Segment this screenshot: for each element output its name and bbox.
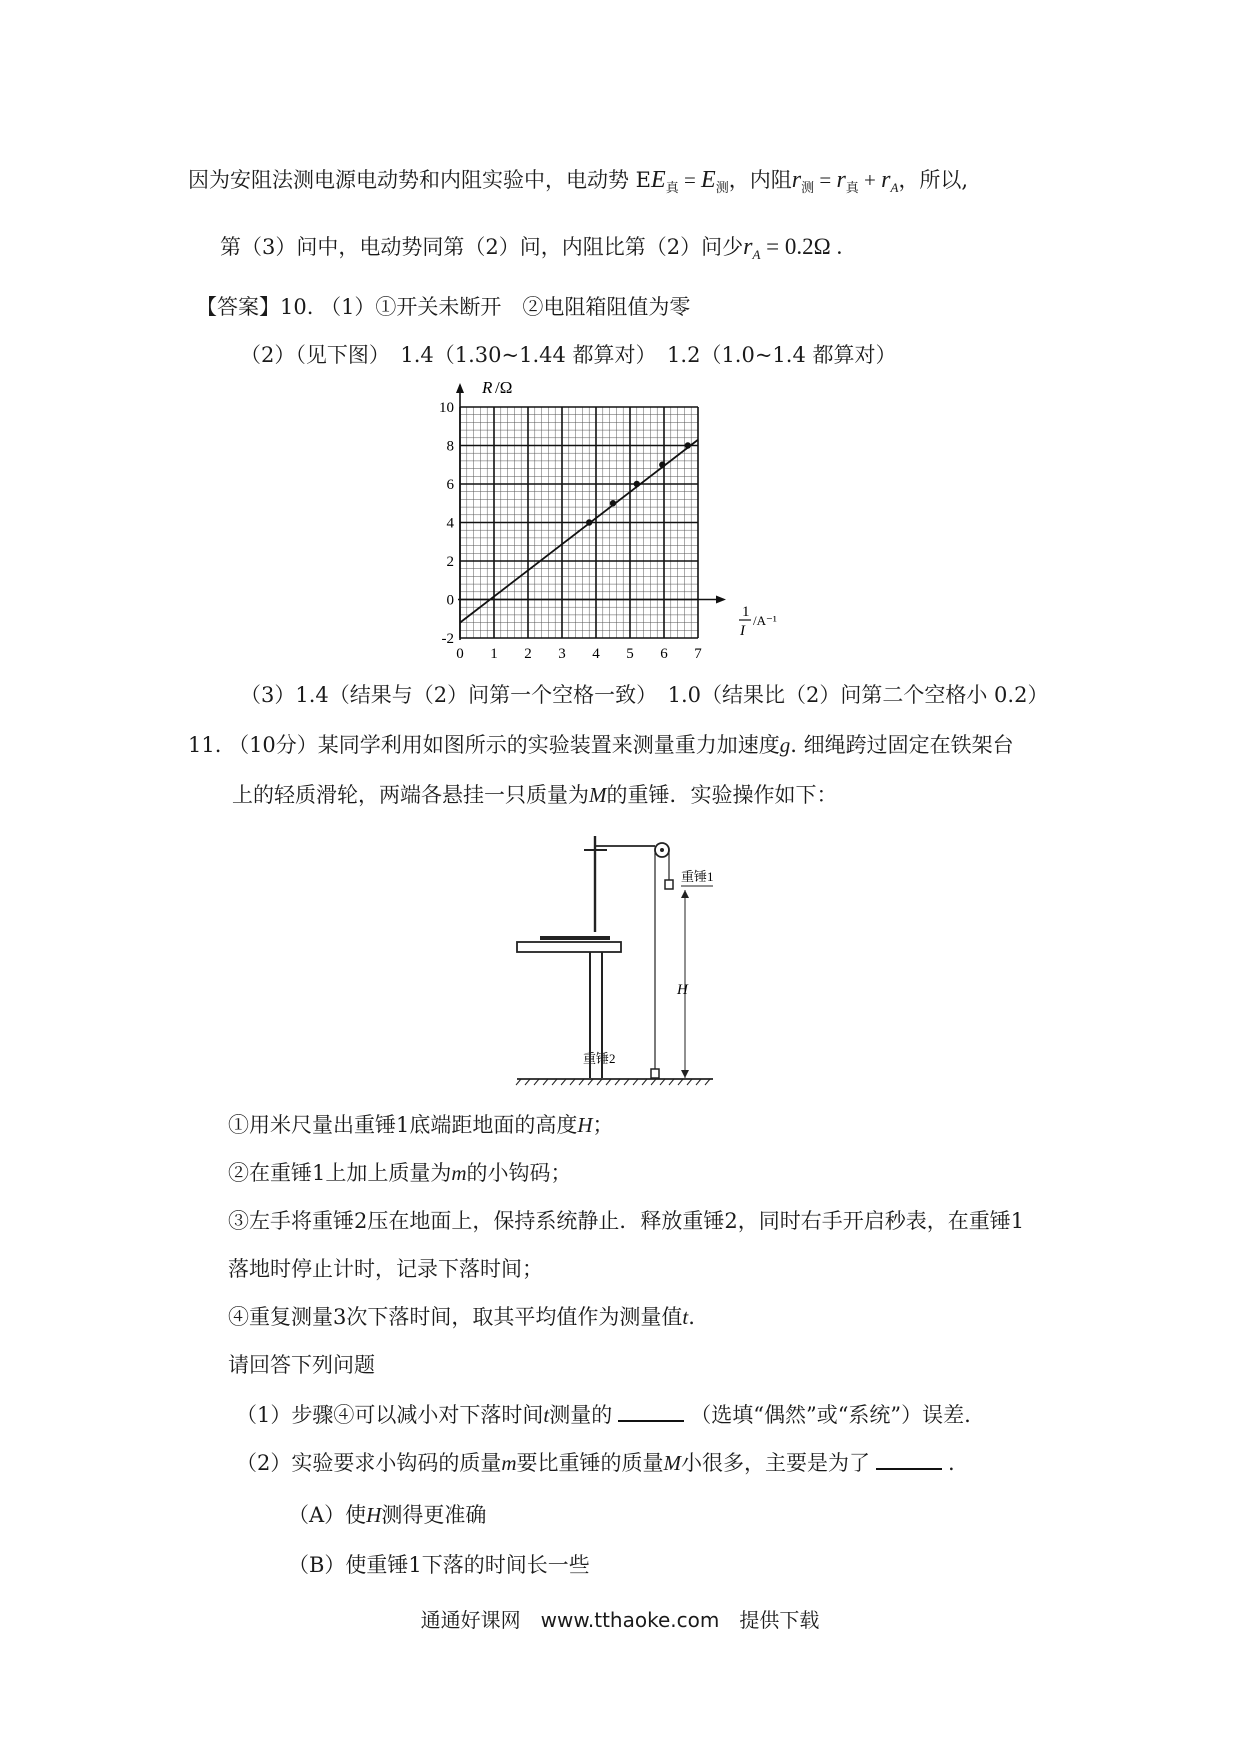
answer-blank-1[interactable] [618,1400,684,1422]
y-axis-unit: /Ω [495,378,513,397]
hatch-mark [633,1079,638,1085]
answer-blank-2[interactable] [876,1448,942,1470]
text-span: ； [592,1113,614,1137]
r-vs-inverse-i-chart [430,378,790,668]
hatch-mark [525,1079,530,1085]
text-span: 要比重锤的质量 [516,1451,664,1475]
hatch-mark [516,1079,521,1085]
text-span: = 0.2Ω . [760,234,843,259]
hatch-mark [705,1079,710,1085]
step-3: ③左手将重锤2压在地面上，保持系统静止．释放重锤2，同时右手开启秒表，在重锤1 [228,1209,1025,1233]
answer-line-10: 【答案】10. （1）①开关未断开 ②电阻箱阻值为零 [196,295,691,319]
subscript: 测 [715,181,729,197]
text-span: 因为安阻法测电源电动势和内阻实验中，电动势 E [188,168,652,192]
symbol-r: r [791,167,802,193]
symbol-H: H [366,1503,382,1527]
text-span: 测得更准确 [381,1503,487,1527]
symbol-E: E [701,167,716,193]
height-label: H [677,982,688,998]
hatch-mark [687,1079,692,1085]
text-span: . [948,1451,955,1475]
sub-question-2 [236,1448,955,1478]
answer-line-10-part2: （2）（见下图） 1.4（1.30~1.44 都算对） 1.2（1.0~1.4 都算对） [240,343,897,367]
text-span: ，所以, [898,168,969,192]
y-tick-label: 2 [446,554,454,570]
height-arrow-bottom [681,1070,689,1078]
text-span: 测量的 [549,1403,613,1427]
text-span: ①用米尺量出重锤1底端距地面的高度 [228,1113,578,1137]
symbol-E: E [651,167,666,193]
data-point [634,481,640,487]
text-span: （选填“偶然”或“系统”）误差. [690,1403,971,1427]
x-tick-label: 2 [524,646,532,662]
weight-1 [665,880,673,889]
text-line-2 [220,232,842,270]
symbol-plus: + [858,168,882,192]
subscript: A [890,180,899,196]
chart-x-axis-label [739,604,777,639]
subscript: 真 [845,181,859,197]
x-tick-label: 0 [456,646,464,662]
pulley-apparatus-figure [515,832,715,1087]
questions-prompt: 请回答下列问题 [228,1353,375,1377]
x-tick-label: 1 [490,646,498,662]
hatch-mark [534,1079,539,1085]
text-span: （2）实验要求小钩码的质量 [236,1451,502,1475]
page-footer: 通通好课网 www.tthaoke.com 提供下载 [420,1608,820,1632]
subscript: 测 [801,181,815,197]
step-4 [228,1302,695,1332]
hatch-mark [543,1079,548,1085]
sub-question-1 [236,1400,971,1430]
subscript: 真 [665,181,679,197]
text-span: 11. （10分）某同学利用如图所示的实验装置来测量重力加速度 [188,733,780,757]
hatch-mark [570,1079,575,1085]
question-11-line-1 [188,730,1014,760]
data-point [610,500,616,506]
height-arrow-top [681,890,689,898]
hatch-mark [597,1079,602,1085]
x-axis-denominator: I [740,623,745,639]
chart-axes [456,383,726,640]
hatch-mark [615,1079,620,1085]
x-tick-label: 4 [592,646,600,662]
hatch-mark [606,1079,611,1085]
text-span: 的重锤．实验操作如下： [606,783,838,807]
y-tick-label: 8 [446,438,454,455]
hatch-mark [678,1079,683,1085]
symbol-m: m [451,1161,467,1185]
text-span: ④重复测量3次下落时间，取其平均值作为测量值 [228,1305,683,1329]
data-point [586,519,592,525]
symbol-r: r [881,167,891,193]
symbol-M: M [589,783,607,807]
x-tick-label: 5 [626,646,634,662]
hatch-mark [660,1079,665,1085]
y-tick-label: 0 [446,592,454,609]
symbol-r: r [836,167,846,193]
symbol-equals: = [678,168,702,192]
text-span: 第（3）问中，电动势同第（2）问，内阻比第（2）问少 [220,235,744,259]
question-11-line-2 [232,780,838,810]
weight-2-label: 重锤2 [583,1051,616,1066]
symbol-H: H [577,1113,593,1137]
x-axis-arrow [716,596,726,604]
y-tick-label: 4 [446,515,454,532]
symbol-M: M [663,1451,682,1475]
symbol-m: m [501,1451,517,1475]
chart-grid-major [460,407,698,638]
pulley-axle [660,848,664,852]
text-span: （A）使 [288,1503,367,1527]
y-tick-label: 6 [446,477,454,493]
hatch-mark [696,1079,701,1085]
x-axis-unit: /A⁻¹ [753,613,777,628]
hatch-mark [579,1079,584,1085]
step-3-cont: 落地时停止计时，记录下落时间； [228,1257,543,1281]
data-point [659,462,665,468]
y-axis-var: R [482,378,493,397]
answer-line-10-part3: （3）1.4（结果与（2）问第一个空格一致） 1.0（结果比（2）问第二个空格小 0.2） [240,683,1049,707]
text-span: 的小钩码； [466,1161,572,1185]
hatch-mark [651,1079,656,1085]
weight-1-label: 重锤1 [681,869,714,884]
option-b[interactable]: （B）使重锤1下落的时间长一些 [288,1553,590,1577]
ground-hatching [516,1079,710,1085]
text-line-1 [188,165,968,204]
text-span: （1）步骤④可以减小对下落时间 [236,1403,544,1427]
x-tick-label: 3 [558,646,566,662]
chart-y-axis-label [481,378,512,397]
symbol-t: t [543,1403,550,1427]
text-span: ，内阻 [728,168,792,192]
hatch-mark [669,1079,674,1085]
symbol-g: g [779,733,791,757]
hatch-mark [642,1079,647,1085]
subscript: A [752,247,761,263]
text-span: ②在重锤1上加上质量为 [228,1161,452,1185]
weight-2 [651,1069,659,1078]
step-1 [228,1110,614,1140]
y-tick-label: -2 [441,631,454,647]
y-axis-arrow [456,383,464,393]
symbol-r: r [743,234,753,260]
text-span: 小很多，主要是为了 [681,1451,871,1475]
table-plate [540,936,610,940]
symbol-t: t [682,1305,689,1329]
hatch-mark [588,1079,593,1085]
hatch-mark [552,1079,557,1085]
y-tick-label: 10 [439,400,454,416]
data-point [685,442,691,448]
x-tick-label: 6 [660,646,668,662]
text-span: . 细绳跨过固定在铁架台 [790,733,1014,757]
table-top [517,942,621,952]
hatch-mark [561,1079,566,1085]
option-a[interactable] [288,1500,486,1530]
text-span: . [688,1305,695,1329]
step-2 [228,1158,572,1188]
symbol-equals: = [814,168,837,192]
hatch-mark [624,1079,629,1085]
x-axis-numerator: 1 [742,604,750,620]
text-span: 上的轻质滑轮，两端各悬挂一只质量为 [232,783,589,807]
x-tick-label: 7 [694,646,702,662]
